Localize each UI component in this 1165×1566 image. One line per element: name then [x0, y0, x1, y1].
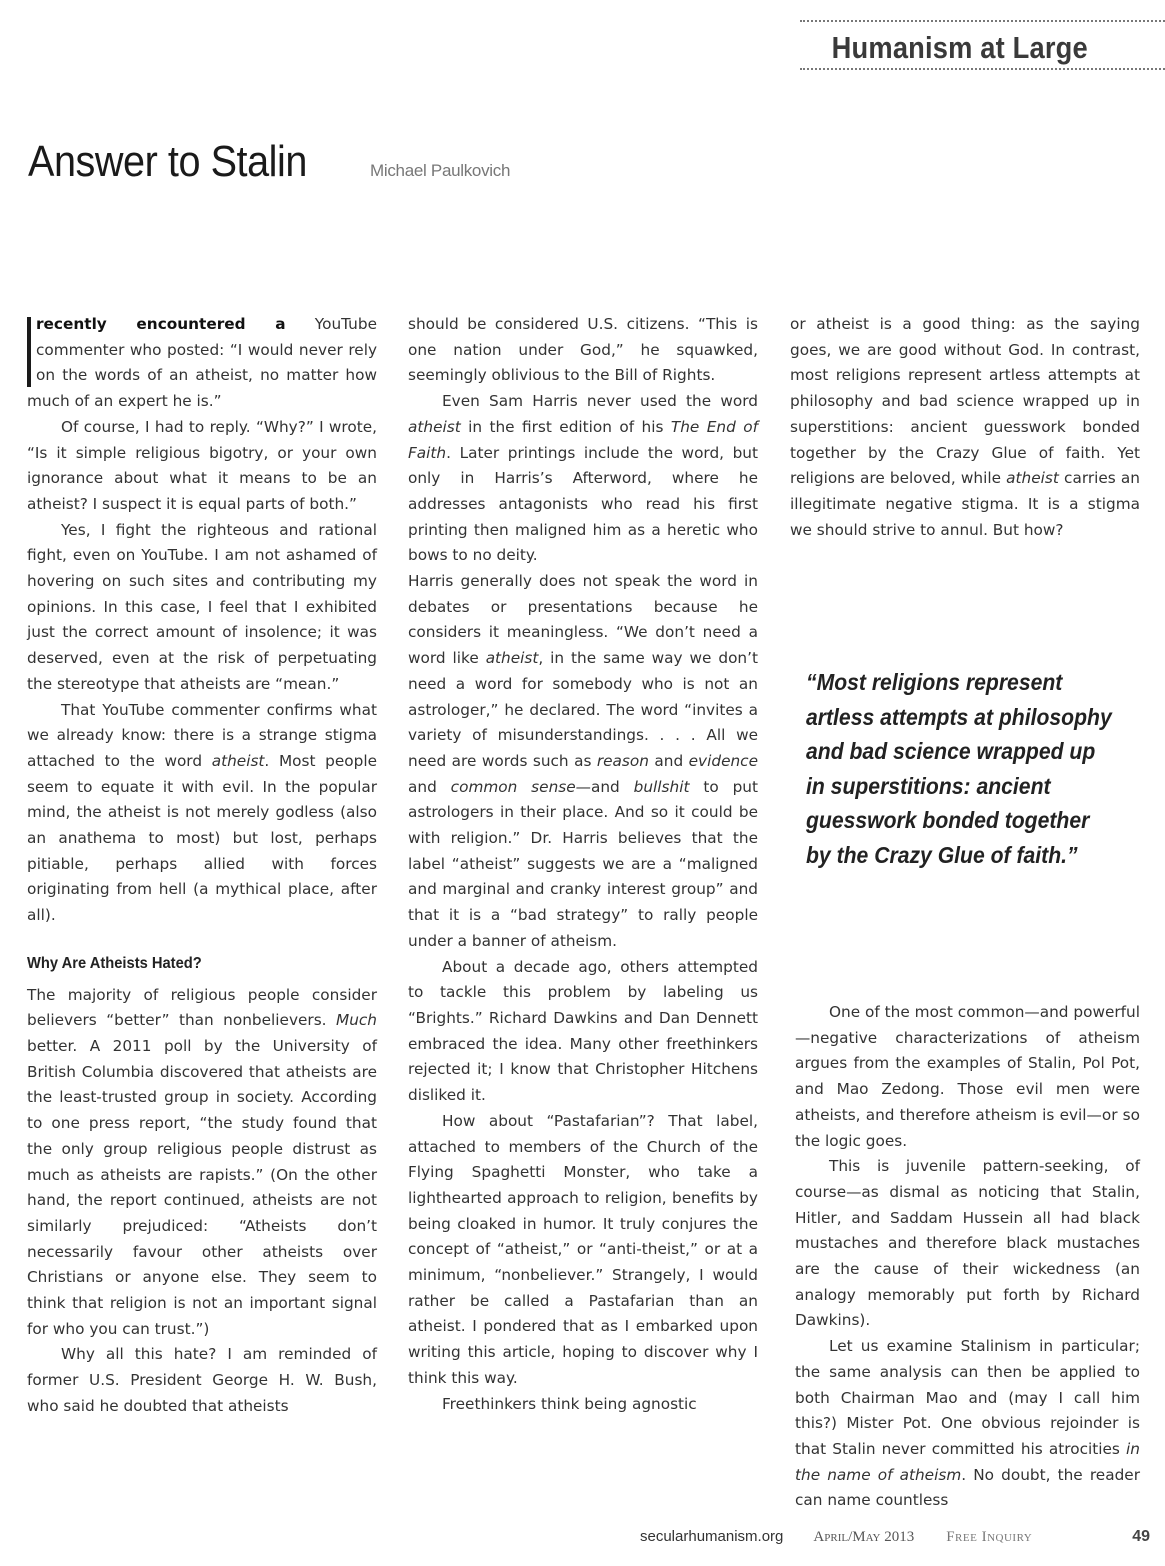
- paragraph: One of the most common—and powerful—negative characterizations of atheism argues from the examples of Stalin, Pol Pot, and Mao Zedong. Those evil men were atheists, and therefore atheism is evil—or so the logic goes.: [795, 1003, 1140, 1150]
- subheading: Why Are Atheists Hated?: [27, 954, 202, 972]
- drop-cap-i: [27, 317, 31, 387]
- paragraph: Yes, I fight the righteous and rational fight, even on YouTube. I am not ashamed of hovering on such sites and contributing my opinions. In this case, I feel that I exhibited just the correct amount of insolence; it was deserved, even at the risk of perpetuating the stereotype that atheists are “mean.”: [27, 520, 377, 693]
- paragraph: About a decade ago, others attempted to tackle this problem by labeling us “Brights.” Richard Dawkins and Dan Dennett embraced the idea. Many other freethinkers rejected it; I know that Christopher Hitchens disliked it.: [408, 957, 758, 1105]
- paragraph: should be considered U.S. citizens. “This is one nation under God,” he squawked, seemingly oblivious to the Bill of Rights.: [408, 315, 758, 385]
- column-1: [27, 312, 377, 1420]
- paragraph: How about “Pastafarian”? That label, attached to members of the Church of the Flying Spaghetti Monster, who take a lighthearted approach to religion, benefits by being cloaked in humor. It truly conjures the concept of “atheist,” or “anti-theist,” or at a minimum, “nonbeliever.” Strangely, I would rather be called a Pastafarian than an atheist. I pondered that as I embarked upon writing this article, hoping to discover why I think this way.: [408, 1111, 758, 1387]
- pull-quote: “Most religions represent artless attempts at philosophy and bad science wrapped up in superstitions: ancient guesswork bonded together by the Crazy Glue of faith.”: [806, 669, 1112, 868]
- paragraph: Let us examine Stalinism in particular; the same analysis can then be applied to both Chairman Mao and (may I call him this?) Mister Pot. One obvious rejoinder is that Stalin never committed his atrocities in the name of atheism. No doubt, the reader can name countless: [795, 1337, 1140, 1510]
- paragraph: recently encountered a YouTube commenter who posted: “I would never rely on the words of an atheist, no matter how much of an expert he is.”: [27, 315, 377, 411]
- footer-magazine-name: Free Inquiry: [946, 1529, 1033, 1545]
- section-header: [800, 20, 1165, 70]
- byline: Michael Paulkovich: [370, 161, 511, 180]
- paragraph: This is juvenile pattern-seeking, of course—as dismal as noticing that Stalin, Hitler, and Saddam Hussein all had black mustaches and therefore black mustaches are the cause of their wickedness (an analogy memorably put forth by Richard Dawkins).: [795, 1157, 1140, 1330]
- page-footer: [640, 1528, 1150, 1546]
- article-heading: [28, 137, 510, 187]
- paragraph: That YouTube commenter confirms what we already know: there is a strange stigma attached to the word atheist. Most people seem to equate it with evil. In the popular mind, the atheist is not merely godless (also an anathema to most) but lost, perhaps pitiable, perhaps allied with forces originating from hell (a mythical place, after all).: [27, 700, 377, 925]
- paragraph: or atheist is a good thing: as the saying goes, we are good without God. In contrast, most religions represent artless attempts at philosophy and bad science wrapped up in superstitions: ancient guesswork bonded together by the Crazy Glue of faith. Yet religions are beloved, while atheist carries an illegitimate negative stigma. It is a stigma we should strive to annul. But how?: [790, 315, 1140, 539]
- paragraph: Of course, I had to reply. “Why?” I wrote, “Is it simple religious bigotry, or your own ignorance about what it means to be an atheist? I suspect it is equal parts of both.”: [27, 417, 377, 513]
- lead-in: recently encountered a: [36, 315, 286, 333]
- bottom-dotted-rule: [800, 68, 1165, 70]
- paragraph: Why all this hate? I am reminded of former U.S. President George H. W. Bush, who said he doubted that atheists: [27, 1345, 377, 1415]
- paragraph: Even Sam Harris never used the word atheist in the first edition of his The End of Faith. Later printings include the word, but only in Harris’s Afterword, where he addresses antagonists who read his first printing then maligned him as a heretic who bows to no deity.: [408, 392, 758, 565]
- page-number: 49: [1132, 1528, 1150, 1545]
- article-title: Answer to Stalin: [28, 137, 307, 186]
- column-3-lower: [795, 1000, 1140, 1514]
- column-2: [408, 312, 758, 1417]
- paragraph: Harris generally does not speak the word in debates or presentations because he considers it meaningless. “We don’t need a word like atheist, in the same way we don’t need a word for somebody who is not an astrologer,” he declared. The word “invites a variety of misunderstandings. . . . All we need are words such as reason and evidence and common sense—and bullshit to put astrologers in their place. And so it could be with religion.” Dr. Harris believes that the label “atheist” suggests we are a “maligned and marginal and cranky interest group” and that it is a “bad strategy” to rally people under a banner of atheism.: [408, 572, 758, 950]
- footer-website: secularhumanism.org: [640, 1528, 784, 1545]
- paragraph: The majority of religious people consider believers “better” than nonbelievers. Much better. A 2011 poll by the University of British Columbia discovered that atheists are the least-trusted group in society. According to one press report, “the study found that the only group religious people distrust as much as atheists are rapists.” (On the other hand, the report continued, atheists are not similarly prejudiced: “Atheists don’t necessarily favour other atheists over Christians or anyone else. They seem to think that religion is not an important signal for who you can trust.”): [27, 985, 377, 1338]
- section-title: Humanism at Large: [831, 30, 1088, 65]
- footer-issue-date: April/May 2013: [813, 1529, 915, 1545]
- column-3-upper: [790, 312, 1140, 543]
- paragraph: Freethinkers think being agnostic: [442, 1394, 697, 1413]
